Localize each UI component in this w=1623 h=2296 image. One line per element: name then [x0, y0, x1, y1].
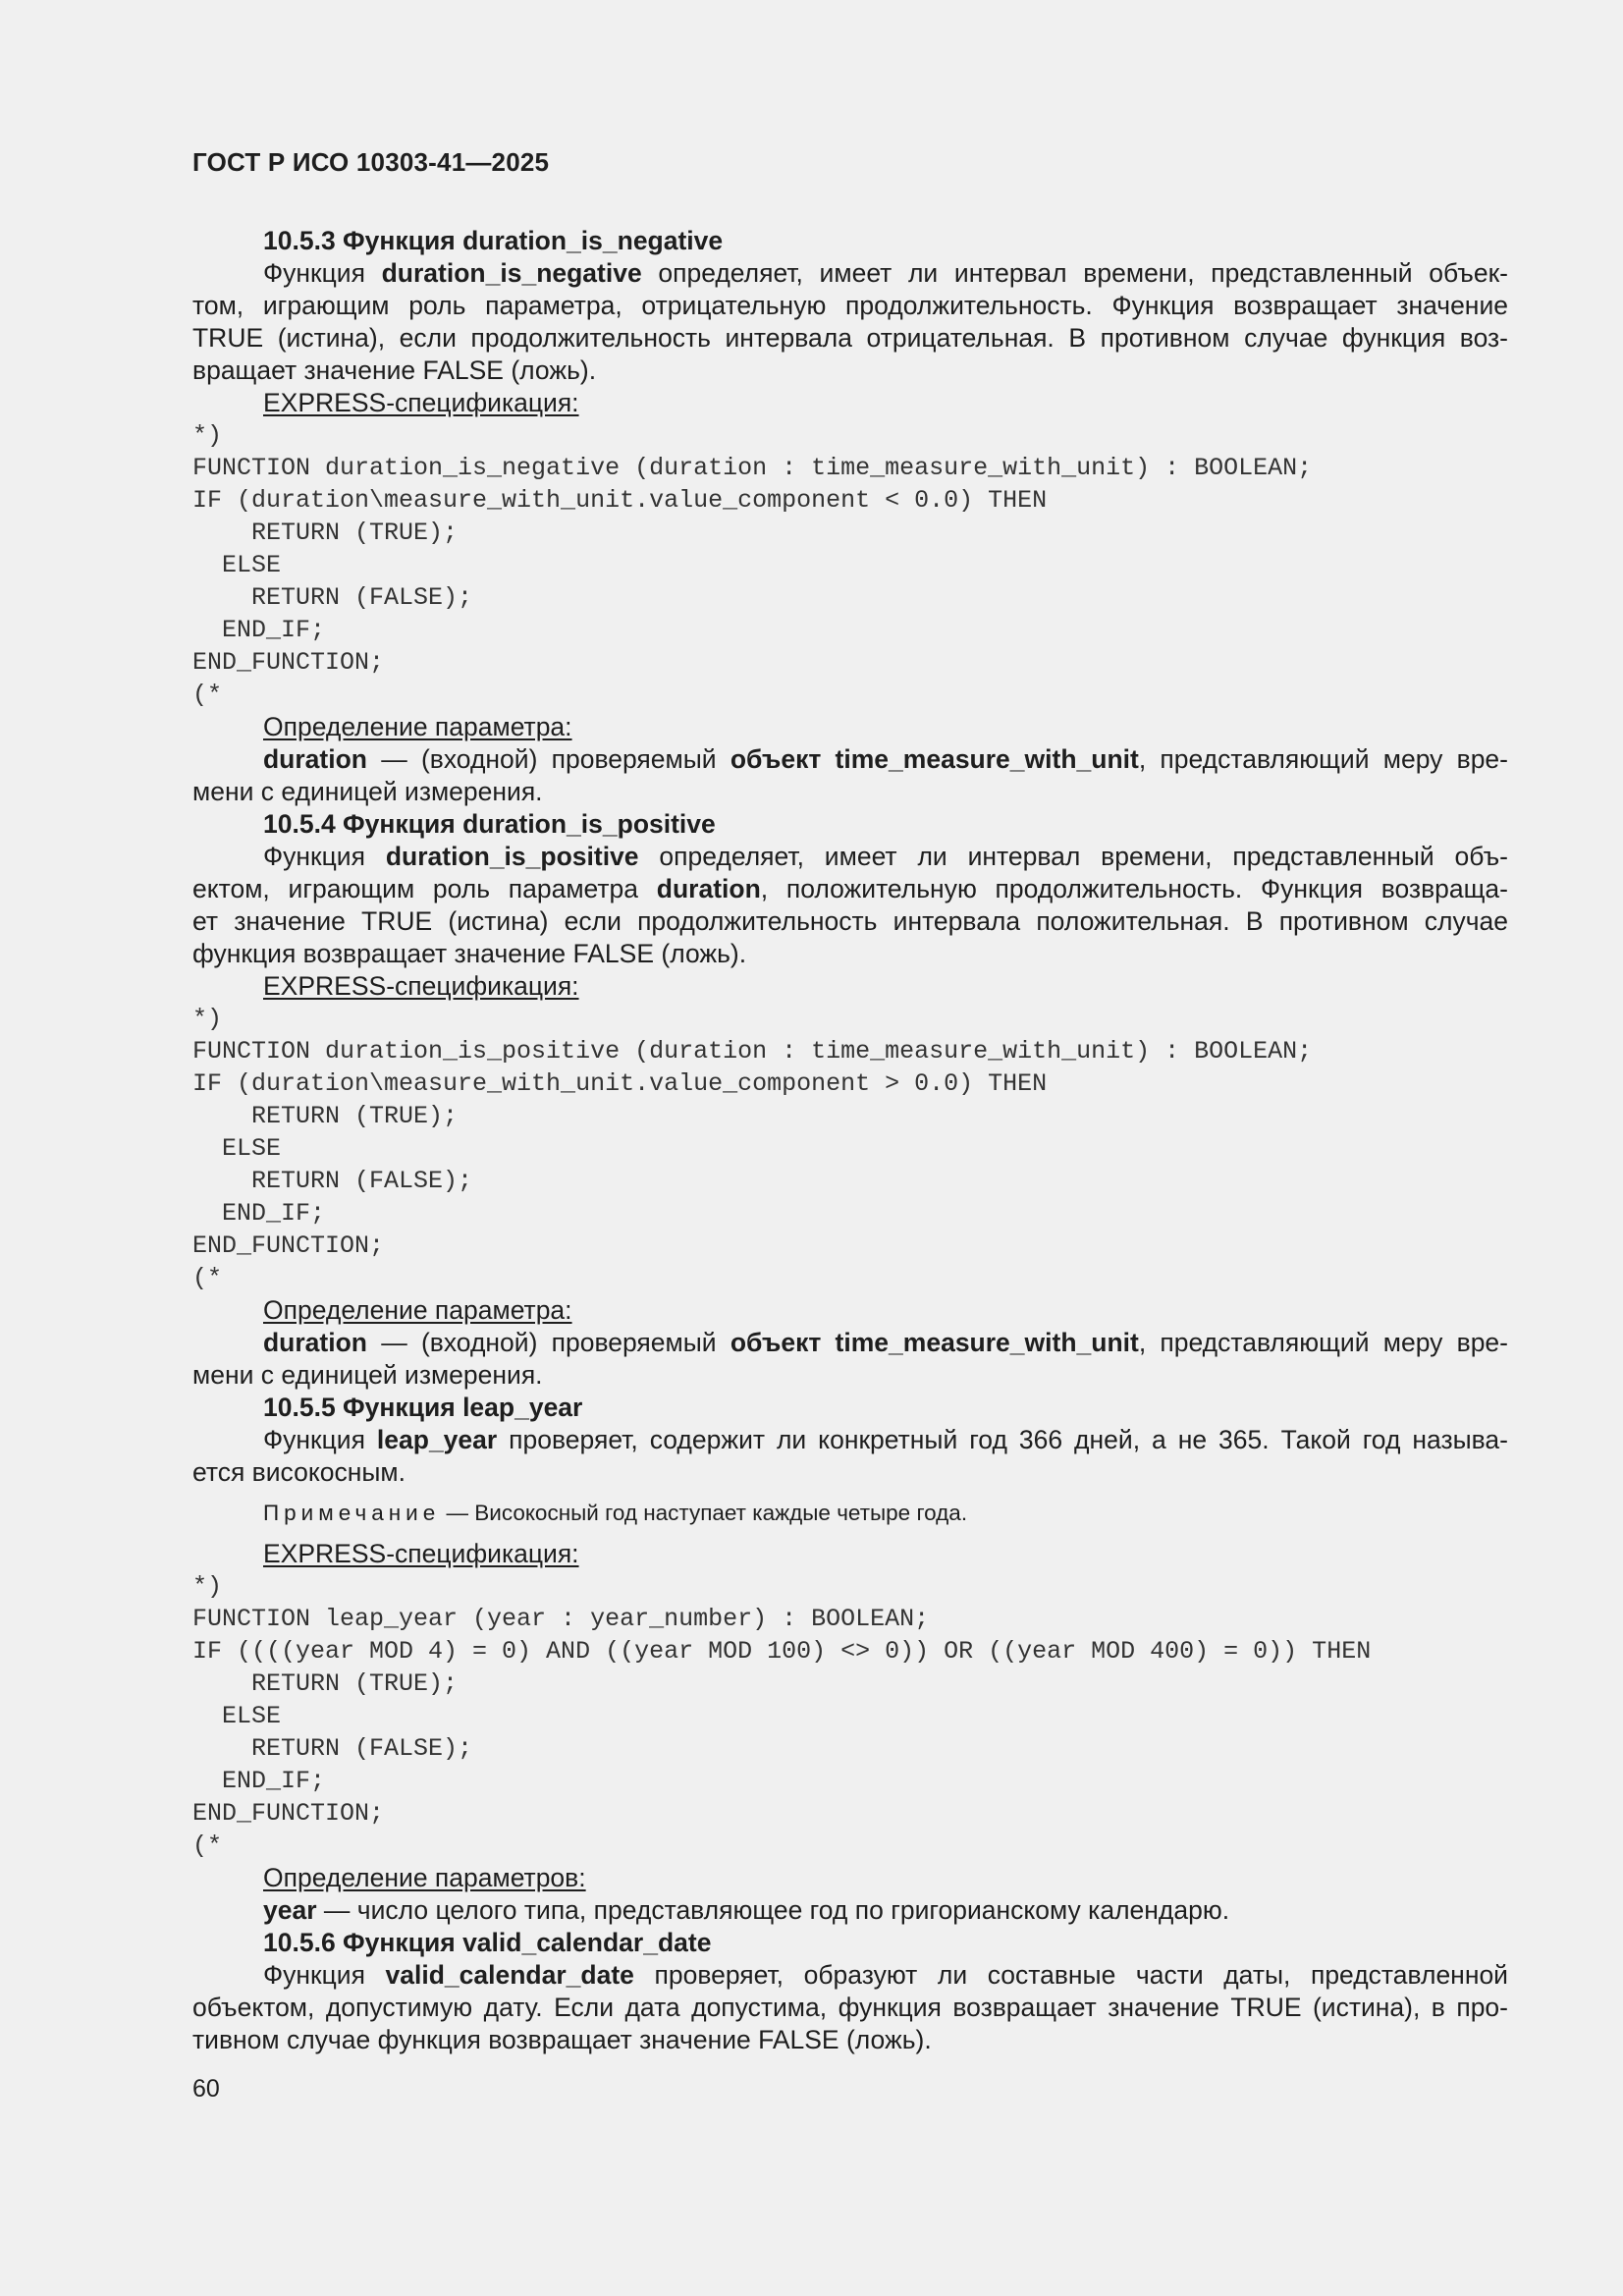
code-line: *): [192, 1005, 223, 1033]
code-line: (*: [192, 1831, 223, 1860]
express-spec-label: EXPRESS-спецификация:: [263, 388, 579, 417]
code-line: ELSE: [192, 551, 282, 579]
paragraph-line: Функция valid_calendar_date проверяет, образуют ли составные части даты, представленной: [263, 1960, 1508, 1990]
page-content: [192, 225, 1508, 2056]
code-line: END_FUNCTION;: [192, 648, 385, 677]
parameter-definition-label: Определение параметров:: [263, 1863, 586, 1892]
paragraph-line: вращает значение FALSE (ложь).: [192, 355, 597, 385]
note-label: Примечание: [263, 1501, 441, 1525]
code-line: RETURN (FALSE);: [192, 583, 473, 612]
code-line: RETURN (TRUE);: [192, 1102, 459, 1130]
code-line: END_IF;: [192, 616, 326, 644]
paragraph-line: том, играющим роль параметра, отрицательную продолжительность. Функция возвращает значение: [192, 291, 1508, 320]
paragraph-line: Функция duration_is_positive определяет, имеет ли интервал времени, представленный объ-: [263, 842, 1508, 871]
code-line: END_IF;: [192, 1199, 326, 1228]
parameter-definition-label: Определение параметра:: [263, 1295, 572, 1325]
section-heading-10-5-3: 10.5.3 Функция duration_is_negative: [263, 226, 724, 255]
code-line: RETURN (TRUE);: [192, 519, 459, 547]
paragraph-line: Функция leap_year проверяет, содержит ли конкретный год 366 дней, а не 365. Такой год называ-: [263, 1425, 1508, 1454]
code-line: *): [192, 421, 223, 450]
code-line: (*: [192, 1264, 223, 1292]
section-heading-10-5-4: 10.5.4 Функция duration_is_positive: [263, 809, 716, 839]
document-header: ГОСТ Р ИСО 10303-41—2025: [192, 147, 550, 177]
code-line: ELSE: [192, 1702, 282, 1730]
code-line: END_FUNCTION;: [192, 1799, 385, 1828]
note-text: — Високосный год наступает каждые четыре года.: [440, 1501, 968, 1525]
paragraph-line: функция возвращает значение FALSE (ложь).: [192, 939, 747, 968]
parameter-definition-line: duration — (входной) проверяемый объект time_measure_with_unit, представляющий меру вре-: [263, 1328, 1508, 1357]
paragraph-line: тивном случае функция возвращает значение FALSE (ложь).: [192, 2025, 932, 2054]
code-line: FUNCTION duration_is_negative (duration : time_measure_with_unit) : BOOLEAN;: [192, 454, 1313, 482]
code-line: END_IF;: [192, 1767, 326, 1795]
parameter-definition-line: мени с единицей измерения.: [192, 1360, 543, 1390]
express-spec-label: EXPRESS-спецификация:: [263, 1539, 579, 1568]
parameter-definition-line: мени с единицей измерения.: [192, 777, 543, 806]
page-number: 60: [192, 2075, 220, 2103]
code-line: IF ((((year MOD 4) = 0) AND ((year MOD 100) <> 0)) OR ((year MOD 400) = 0)) THEN: [192, 1637, 1372, 1666]
code-line: FUNCTION duration_is_positive (duration : time_measure_with_unit) : BOOLEAN;: [192, 1037, 1313, 1066]
section-heading-10-5-5: 10.5.5 Функция leap_year: [263, 1393, 583, 1422]
code-line: RETURN (FALSE);: [192, 1734, 473, 1763]
note: [192, 1493, 1508, 1534]
code-line: IF (duration\measure_with_unit.value_component > 0.0) THEN: [192, 1069, 1048, 1098]
code-line: IF (duration\measure_with_unit.value_component < 0.0) THEN: [192, 486, 1048, 515]
paragraph-line: Функция duration_is_negative определяет, имеет ли интервал времени, представленный объек-: [263, 258, 1508, 288]
code-line: RETURN (TRUE);: [192, 1669, 459, 1698]
parameter-definition-line: year — число целого типа, представляющее год по григорианскому календарю.: [263, 1895, 1230, 1925]
express-spec-label: EXPRESS-спецификация:: [263, 971, 579, 1001]
parameter-definition-line: duration — (входной) проверяемый объект time_measure_with_unit, представляющий меру вре-: [263, 744, 1508, 774]
code-line: (*: [192, 681, 223, 709]
code-line: FUNCTION leap_year (year : year_number) : BOOLEAN;: [192, 1605, 930, 1633]
paragraph-line: TRUE (истина), если продолжительность интервала отрицательная. В противном случае функция воз-: [192, 323, 1508, 353]
code-line: ELSE: [192, 1134, 282, 1163]
paragraph-line: ектом, играющим роль параметра duration, положительную продолжительность. Функция возвраща-: [192, 874, 1508, 903]
paragraph-line: объектом, допустимую дату. Если дата допустима, функция возвращает значение TRUE (истина), в про-: [192, 1993, 1508, 2022]
parameter-definition-label: Определение параметра:: [263, 712, 572, 741]
section-heading-10-5-6: 10.5.6 Функция valid_calendar_date: [263, 1928, 712, 1957]
paragraph-line: ет значение TRUE (истина) если продолжительность интервала положительная. В противном случае: [192, 906, 1508, 936]
code-line: RETURN (FALSE);: [192, 1167, 473, 1195]
paragraph-line: ется високосным.: [192, 1457, 406, 1487]
code-line: END_FUNCTION;: [192, 1231, 385, 1260]
code-line: *): [192, 1572, 223, 1601]
